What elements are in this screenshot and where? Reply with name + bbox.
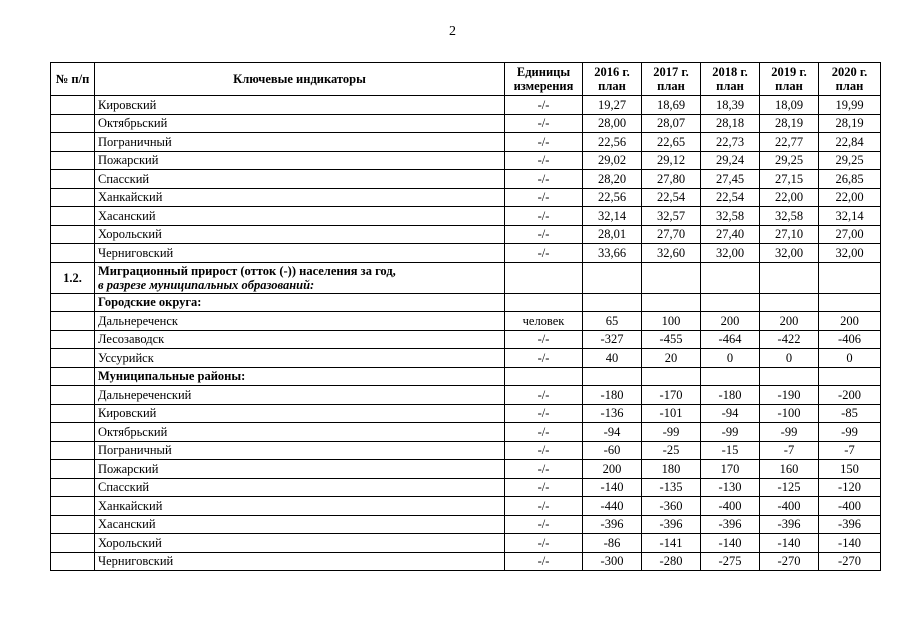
row-unit: человек xyxy=(505,312,583,331)
cell-2019: -140 xyxy=(760,534,819,553)
empty-cell xyxy=(642,367,701,386)
empty-cell xyxy=(642,293,701,312)
row-unit: -/- xyxy=(505,207,583,226)
table-row xyxy=(51,330,881,349)
row-name: Дальнереченск xyxy=(95,312,505,331)
row-name: Пограничный xyxy=(95,441,505,460)
empty-cell xyxy=(505,262,583,293)
cell-2017: 100 xyxy=(642,312,701,331)
row-name: Кировский xyxy=(95,96,505,115)
indicators-table xyxy=(50,62,881,571)
header-year: 2019 г. xyxy=(771,65,807,79)
cell-2017: -25 xyxy=(642,441,701,460)
cell-2016: -396 xyxy=(583,515,642,534)
empty-cell xyxy=(701,293,760,312)
cell-2020: -200 xyxy=(819,386,881,405)
table-row xyxy=(51,497,881,516)
row-num xyxy=(51,534,95,553)
header-year: 2020 г. xyxy=(831,65,868,79)
cell-2020: -120 xyxy=(819,478,881,497)
cell-2018: 22,54 xyxy=(701,188,760,207)
row-unit: -/- xyxy=(505,478,583,497)
row-name: Черниговский xyxy=(95,244,505,263)
table-row xyxy=(51,133,881,152)
row-name: Ханкайский xyxy=(95,188,505,207)
cell-2018: -400 xyxy=(701,497,760,516)
cell-2017: -170 xyxy=(642,386,701,405)
cell-2017: 27,80 xyxy=(642,170,701,189)
cell-2020: -270 xyxy=(819,552,881,571)
cell-2016: 19,27 xyxy=(583,96,642,115)
table-row xyxy=(51,515,881,534)
row-name: Октябрьский xyxy=(95,423,505,442)
table-row xyxy=(51,552,881,571)
cell-2016: -60 xyxy=(583,441,642,460)
cell-2016: -140 xyxy=(583,478,642,497)
row-num xyxy=(51,349,95,368)
cell-2019: 0 xyxy=(760,349,819,368)
cell-2020: 27,00 xyxy=(819,225,881,244)
cell-2020: -99 xyxy=(819,423,881,442)
cell-2017: 18,69 xyxy=(642,96,701,115)
cell-2019: -7 xyxy=(760,441,819,460)
table-row xyxy=(51,460,881,479)
row-unit: -/- xyxy=(505,423,583,442)
row-num xyxy=(51,404,95,423)
header-year: 2017 г. xyxy=(653,65,689,79)
section-heading xyxy=(95,262,505,293)
cell-2018: 32,58 xyxy=(701,207,760,226)
cell-2016: -327 xyxy=(583,330,642,349)
row-unit: -/- xyxy=(505,404,583,423)
cell-2018: 22,73 xyxy=(701,133,760,152)
cell-2016: -86 xyxy=(583,534,642,553)
group-row xyxy=(51,367,881,386)
row-num xyxy=(51,244,95,263)
row-num xyxy=(51,225,95,244)
cell-2016: 32,14 xyxy=(583,207,642,226)
cell-2017: 180 xyxy=(642,460,701,479)
row-unit: -/- xyxy=(505,96,583,115)
cell-2018: 170 xyxy=(701,460,760,479)
row-num xyxy=(51,188,95,207)
row-name: Лесозаводск xyxy=(95,330,505,349)
cell-2019: 32,00 xyxy=(760,244,819,263)
header-indicator: Ключевые индикаторы xyxy=(95,63,505,96)
table-header-row xyxy=(51,63,881,96)
cell-2020: 200 xyxy=(819,312,881,331)
empty-cell xyxy=(51,367,95,386)
cell-2016: 22,56 xyxy=(583,188,642,207)
row-name: Уссурийск xyxy=(95,349,505,368)
empty-cell xyxy=(701,367,760,386)
cell-2017: 28,07 xyxy=(642,114,701,133)
header-plan: план xyxy=(657,79,685,93)
cell-2019: -99 xyxy=(760,423,819,442)
row-name: Хорольский xyxy=(95,225,505,244)
row-num xyxy=(51,441,95,460)
cell-2020: 150 xyxy=(819,460,881,479)
row-unit: -/- xyxy=(505,170,583,189)
cell-2020: 32,14 xyxy=(819,207,881,226)
row-unit: -/- xyxy=(505,133,583,152)
row-num xyxy=(51,552,95,571)
cell-2016: 28,20 xyxy=(583,170,642,189)
cell-2018: -99 xyxy=(701,423,760,442)
table-row xyxy=(51,349,881,368)
row-name: Хорольский xyxy=(95,534,505,553)
cell-2019: -400 xyxy=(760,497,819,516)
row-num xyxy=(51,386,95,405)
row-num xyxy=(51,515,95,534)
cell-2019: 27,15 xyxy=(760,170,819,189)
row-num xyxy=(51,497,95,516)
row-num xyxy=(51,133,95,152)
section-title: Миграционный прирост (отток (-)) населения за год, xyxy=(98,263,396,278)
row-name: Спасский xyxy=(95,170,505,189)
row-name: Дальнереченский xyxy=(95,386,505,405)
header-plan: план xyxy=(835,79,864,93)
table-row xyxy=(51,312,881,331)
empty-cell xyxy=(760,293,819,312)
table-row xyxy=(51,386,881,405)
cell-2017: -135 xyxy=(642,478,701,497)
row-unit: -/- xyxy=(505,188,583,207)
table-row xyxy=(51,441,881,460)
empty-cell xyxy=(819,262,881,293)
row-unit: -/- xyxy=(505,552,583,571)
header-unit xyxy=(505,63,583,96)
cell-2019: -396 xyxy=(760,515,819,534)
cell-2018: 28,18 xyxy=(701,114,760,133)
cell-2018: -275 xyxy=(701,552,760,571)
header-plan: план xyxy=(598,79,626,93)
empty-cell xyxy=(583,367,642,386)
header-num: № п/п xyxy=(51,63,95,96)
row-num xyxy=(51,151,95,170)
row-name: Спасский xyxy=(95,478,505,497)
row-name: Ханкайский xyxy=(95,497,505,516)
empty-cell xyxy=(505,367,583,386)
header-unit-line2: измерения xyxy=(513,79,574,93)
cell-2019: -100 xyxy=(760,404,819,423)
cell-2020: -7 xyxy=(819,441,881,460)
empty-cell xyxy=(583,262,642,293)
cell-2017: 20 xyxy=(642,349,701,368)
row-name: Пограничный xyxy=(95,133,505,152)
cell-2017: -360 xyxy=(642,497,701,516)
table-row xyxy=(51,170,881,189)
row-num xyxy=(51,330,95,349)
empty-cell xyxy=(760,367,819,386)
cell-2020: -140 xyxy=(819,534,881,553)
row-unit: -/- xyxy=(505,534,583,553)
header-year: 2018 г. xyxy=(712,65,748,79)
cell-2018: 32,00 xyxy=(701,244,760,263)
cell-2019: 32,58 xyxy=(760,207,819,226)
cell-2016: 33,66 xyxy=(583,244,642,263)
cell-2020: 19,99 xyxy=(819,96,881,115)
cell-2017: 32,57 xyxy=(642,207,701,226)
row-unit: -/- xyxy=(505,349,583,368)
cell-2017: 22,54 xyxy=(642,188,701,207)
cell-2020: 22,00 xyxy=(819,188,881,207)
cell-2016: 65 xyxy=(583,312,642,331)
row-unit: -/- xyxy=(505,114,583,133)
cell-2018: 27,45 xyxy=(701,170,760,189)
header-unit-line1: Единицы xyxy=(516,65,571,79)
cell-2016: -136 xyxy=(583,404,642,423)
cell-2018: -396 xyxy=(701,515,760,534)
empty-cell xyxy=(819,367,881,386)
cell-2020: 26,85 xyxy=(819,170,881,189)
cell-2020: 29,25 xyxy=(819,151,881,170)
row-num xyxy=(51,207,95,226)
row-unit: -/- xyxy=(505,441,583,460)
cell-2018: -464 xyxy=(701,330,760,349)
header-year: 2016 г. xyxy=(594,65,630,79)
cell-2019: -190 xyxy=(760,386,819,405)
row-name: Пожарский xyxy=(95,460,505,479)
cell-2020: -85 xyxy=(819,404,881,423)
header-year-2017 xyxy=(642,63,701,96)
cell-2020: -396 xyxy=(819,515,881,534)
table-row xyxy=(51,534,881,553)
cell-2017: 32,60 xyxy=(642,244,701,263)
header-year-2020 xyxy=(819,63,881,96)
group-row xyxy=(51,293,881,312)
cell-2019: -125 xyxy=(760,478,819,497)
cell-2019: 29,25 xyxy=(760,151,819,170)
cell-2019: 18,09 xyxy=(760,96,819,115)
table-row xyxy=(51,225,881,244)
cell-2018: -140 xyxy=(701,534,760,553)
cell-2016: 200 xyxy=(583,460,642,479)
row-num xyxy=(51,460,95,479)
cell-2018: 27,40 xyxy=(701,225,760,244)
row-unit: -/- xyxy=(505,244,583,263)
cell-2017: 27,70 xyxy=(642,225,701,244)
table-row xyxy=(51,96,881,115)
empty-cell xyxy=(642,262,701,293)
cell-2017: -141 xyxy=(642,534,701,553)
row-num xyxy=(51,312,95,331)
cell-2017: -99 xyxy=(642,423,701,442)
cell-2020: -400 xyxy=(819,497,881,516)
group-title: Городские округа: xyxy=(95,293,505,312)
empty-cell xyxy=(760,262,819,293)
header-year-2018 xyxy=(701,63,760,96)
cell-2020: 0 xyxy=(819,349,881,368)
row-name: Хасанский xyxy=(95,207,505,226)
cell-2019: 22,77 xyxy=(760,133,819,152)
cell-2016: 29,02 xyxy=(583,151,642,170)
row-name: Кировский xyxy=(95,404,505,423)
row-unit: -/- xyxy=(505,386,583,405)
cell-2019: 22,00 xyxy=(760,188,819,207)
row-unit: -/- xyxy=(505,151,583,170)
row-unit: -/- xyxy=(505,497,583,516)
row-name: Пожарский xyxy=(95,151,505,170)
table-row xyxy=(51,114,881,133)
cell-2016: 40 xyxy=(583,349,642,368)
cell-2017: -455 xyxy=(642,330,701,349)
header-plan: план xyxy=(775,79,803,93)
cell-2019: 28,19 xyxy=(760,114,819,133)
cell-2018: -15 xyxy=(701,441,760,460)
cell-2020: 22,84 xyxy=(819,133,881,152)
table-row xyxy=(51,188,881,207)
header-year-2019 xyxy=(760,63,819,96)
section-row xyxy=(51,262,881,293)
cell-2019: 27,10 xyxy=(760,225,819,244)
cell-2018: -130 xyxy=(701,478,760,497)
row-unit: -/- xyxy=(505,460,583,479)
cell-2018: 29,24 xyxy=(701,151,760,170)
empty-cell xyxy=(51,293,95,312)
row-unit: -/- xyxy=(505,225,583,244)
group-title: Муниципальные районы: xyxy=(95,367,505,386)
cell-2016: -300 xyxy=(583,552,642,571)
table-row xyxy=(51,244,881,263)
cell-2018: -94 xyxy=(701,404,760,423)
cell-2016: 28,01 xyxy=(583,225,642,244)
empty-cell xyxy=(505,293,583,312)
row-num xyxy=(51,478,95,497)
cell-2016: 28,00 xyxy=(583,114,642,133)
table-row xyxy=(51,478,881,497)
empty-cell xyxy=(701,262,760,293)
cell-2017: -101 xyxy=(642,404,701,423)
empty-cell xyxy=(583,293,642,312)
section-num: 1.2. xyxy=(51,262,95,293)
table-row xyxy=(51,404,881,423)
cell-2019: 200 xyxy=(760,312,819,331)
cell-2017: 29,12 xyxy=(642,151,701,170)
row-num xyxy=(51,114,95,133)
row-name: Хасанский xyxy=(95,515,505,534)
cell-2019: -422 xyxy=(760,330,819,349)
cell-2020: 28,19 xyxy=(819,114,881,133)
cell-2019: 160 xyxy=(760,460,819,479)
row-unit: -/- xyxy=(505,330,583,349)
cell-2016: -440 xyxy=(583,497,642,516)
cell-2018: 18,39 xyxy=(701,96,760,115)
table-row xyxy=(51,151,881,170)
empty-cell xyxy=(819,293,881,312)
row-name: Черниговский xyxy=(95,552,505,571)
cell-2017: -396 xyxy=(642,515,701,534)
cell-2016: 22,56 xyxy=(583,133,642,152)
cell-2017: 22,65 xyxy=(642,133,701,152)
cell-2019: -270 xyxy=(760,552,819,571)
row-num xyxy=(51,170,95,189)
cell-2018: -180 xyxy=(701,386,760,405)
header-plan: план xyxy=(716,79,744,93)
table-row xyxy=(51,207,881,226)
row-num xyxy=(51,96,95,115)
row-unit: -/- xyxy=(505,515,583,534)
cell-2020: 32,00 xyxy=(819,244,881,263)
cell-2018: 0 xyxy=(701,349,760,368)
page-number: 2 xyxy=(449,24,456,39)
cell-2020: -406 xyxy=(819,330,881,349)
header-year-2016 xyxy=(583,63,642,96)
cell-2018: 200 xyxy=(701,312,760,331)
cell-2016: -180 xyxy=(583,386,642,405)
section-subtitle: в разрезе муниципальных образований: xyxy=(98,277,315,292)
row-name: Октябрьский xyxy=(95,114,505,133)
cell-2016: -94 xyxy=(583,423,642,442)
table-row xyxy=(51,423,881,442)
cell-2017: -280 xyxy=(642,552,701,571)
row-num xyxy=(51,423,95,442)
